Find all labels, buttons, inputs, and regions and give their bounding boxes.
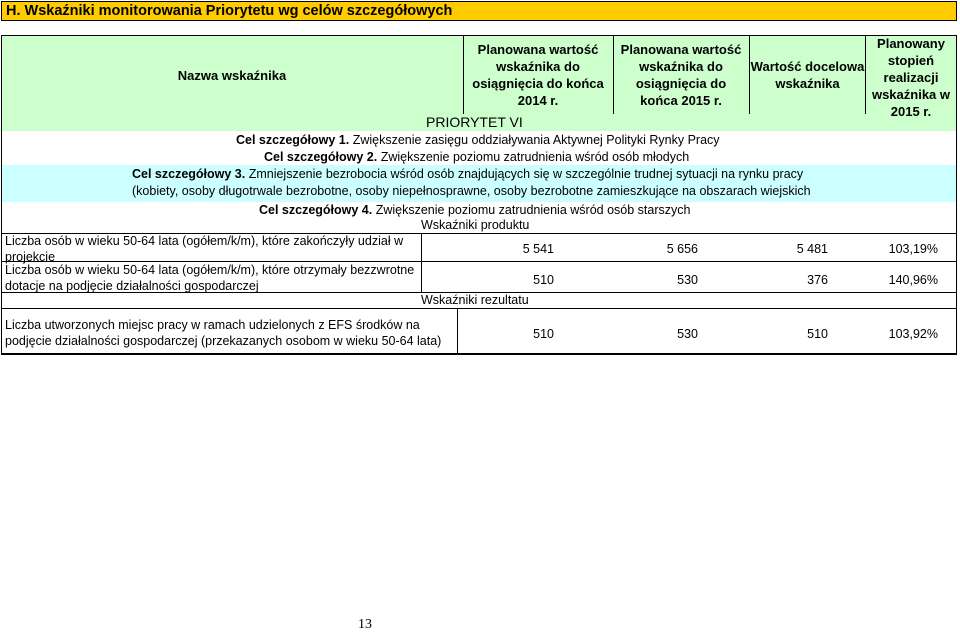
goal-4-label: Cel szczegółowy 4.	[259, 203, 373, 217]
goal-3	[132, 166, 803, 182]
goal-4-text: Zwiększenie poziomu zatrudnienia wśród osób starszych	[372, 203, 691, 217]
page-number: 13	[358, 617, 372, 632]
section-title-bar	[1, 1, 957, 21]
goal-2-text: Zwiększenie poziomu zatrudnienia wśród osób młodych	[377, 150, 690, 164]
product-indicators-heading: Wskaźniki produktu	[421, 218, 530, 232]
row2-name-line1: Liczba osób w wieku 50-64 lata (ogółem/k/m), które otrzymały bezzwrotne	[5, 263, 415, 277]
priority-label: PRIORYTET VI	[426, 114, 523, 130]
goal-1	[236, 132, 720, 148]
header-col3-line1: Wartość docelowa	[750, 59, 865, 74]
row3-value-2015: 530	[677, 327, 698, 341]
header-col4-line1: Planowany	[877, 36, 945, 51]
goal-4	[259, 202, 690, 218]
header-col2-line1: Planowana wartość	[620, 42, 742, 57]
goal-3-label: Cel szczegółowy 3.	[132, 167, 246, 181]
header-col4-line3: realizacji	[883, 70, 939, 85]
row2-name-line2: dotacje na podjęcie działalności gospodarczej	[5, 279, 259, 293]
row1-target-value: 5 481	[796, 242, 828, 256]
row3-name-line1: Liczba utworzonych miejsc pracy w ramach udzielonych z EFS środków na	[5, 318, 420, 332]
row1-value-2014: 5 541	[522, 242, 554, 256]
row1-name-line1: Liczba osób w wieku 50-64 lata (ogółem/k/m), które zakończyły udział w	[5, 234, 404, 248]
row1-name-line2: projekcie	[5, 250, 56, 264]
header-col2-line3: osiągnięcia do	[635, 76, 727, 91]
row1-value-2015: 5 656	[666, 242, 698, 256]
header-col4-line2: stopień	[887, 53, 935, 68]
header-col1-line4: 2014 r.	[517, 93, 559, 108]
header-col2-line2: wskaźnika do	[639, 59, 723, 74]
goal-3-text: Zmniejszenie bezrobocia wśród osób znajdujących się w szczególnie trudnej sytuacji na rynku pracy	[245, 167, 804, 181]
header-col1-line3: osiągnięcia do końca	[472, 76, 604, 91]
row2-value-2015: 530	[677, 273, 698, 287]
header-col1-line1: Planowana wartość	[477, 42, 599, 57]
row2-value-2014: 510	[533, 273, 554, 287]
row3-target-value: 510	[807, 327, 828, 341]
header-indicator-name: Nazwa wskaźnika	[177, 68, 287, 83]
goal-2-label: Cel szczegółowy 2.	[264, 150, 378, 164]
section-title: H. Wskaźniki monitorowania Priorytetu wg celów szczegółowych	[6, 3, 453, 19]
row3-value-2014: 510	[533, 327, 554, 341]
header-col1-line2: wskaźnika do	[496, 59, 580, 74]
result-indicators-heading: Wskaźniki rezultatu	[421, 293, 529, 307]
row2-completion: 140,96%	[888, 273, 938, 287]
row1-completion: 103,19%	[888, 242, 938, 256]
goal-2	[264, 149, 689, 165]
goal-3-line2: (kobiety, osoby długotrwale bezrobotne, osoby niepełnosprawne, osoby bezrobotne zamieszkujące na obszarach wiejskich	[132, 184, 811, 198]
row3-name-line2: podjęcie działalności gospodarczej (przekazanych osobom w wieku 50-64 lata)	[5, 334, 442, 348]
row2-target-value: 376	[807, 273, 828, 287]
header-col4-line5: 2015 r.	[890, 104, 932, 119]
goal-1-label: Cel szczegółowy 1.	[236, 133, 350, 147]
goal-1-text: Zwiększenie zasięgu oddziaływania Aktywnej Polityki Rynky Pracy	[349, 133, 720, 147]
indicators-table	[1, 35, 957, 355]
header-col2-line4: końca 2015 r.	[640, 93, 722, 108]
row3-completion: 103,92%	[888, 327, 938, 341]
header-col3-line2: wskaźnika	[775, 76, 840, 91]
header-col4-line4: wskaźnika w	[871, 87, 951, 102]
